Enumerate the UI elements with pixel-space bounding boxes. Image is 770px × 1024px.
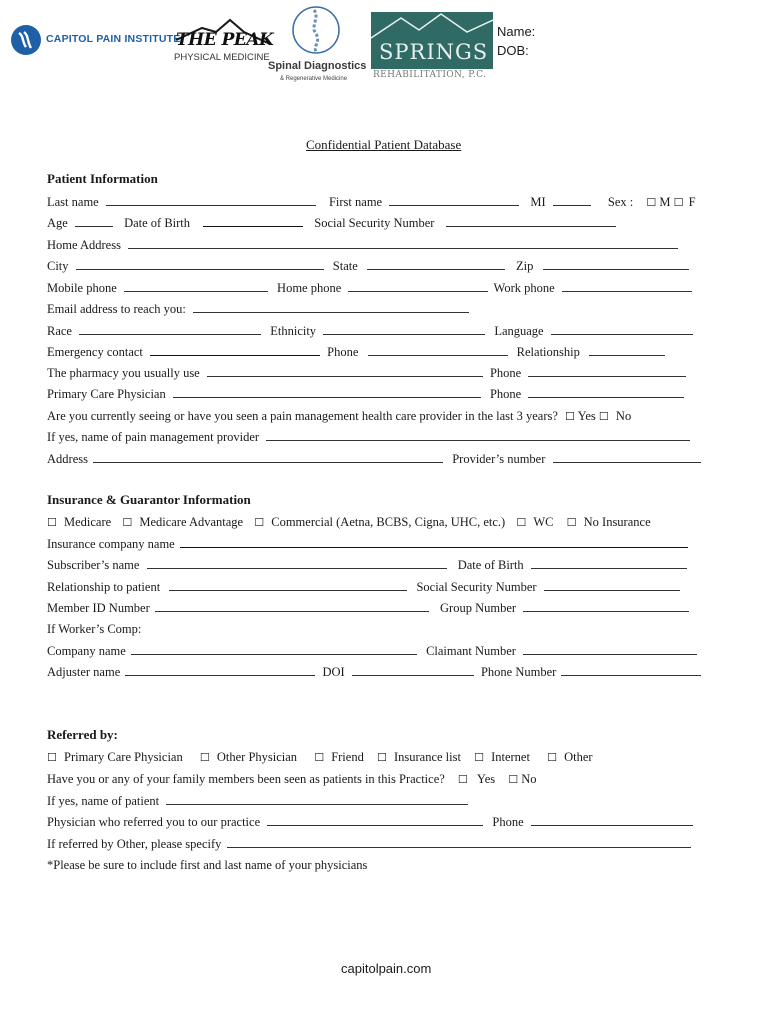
mobile-field[interactable] xyxy=(124,280,268,292)
ref-phone-field[interactable] xyxy=(531,814,693,826)
pain-yes-label: Yes xyxy=(577,409,596,423)
row-insurance-type xyxy=(47,514,651,531)
capitol-logo-icon xyxy=(10,24,42,56)
age-label: Age xyxy=(47,216,68,230)
race-field[interactable] xyxy=(79,323,261,335)
relationship-field[interactable] xyxy=(589,344,665,356)
zip-label: Zip xyxy=(516,259,534,273)
row-name xyxy=(47,194,696,211)
medicare-adv-checkbox[interactable]: ☐ xyxy=(122,516,133,529)
pcp-phone-label: Phone xyxy=(489,387,522,401)
pcp-phone-field[interactable] xyxy=(528,386,684,398)
wc-section-label: If Worker’s Comp: xyxy=(47,622,142,636)
ref-other-label: Other xyxy=(564,750,593,764)
ref-phone-label: Phone xyxy=(492,815,524,829)
row-ins-relationship xyxy=(47,579,680,595)
race-label: Race xyxy=(47,324,72,338)
home-phone-field[interactable] xyxy=(348,280,488,292)
row-emergency xyxy=(47,344,665,360)
form-title: Confidential Patient Database xyxy=(306,137,462,152)
pain-yes-checkbox[interactable]: ☐ xyxy=(565,410,575,423)
subscriber-label: Subscriber’s name xyxy=(47,558,140,572)
springs-title: SPRINGS xyxy=(379,40,489,64)
home-phone-label: Home phone xyxy=(277,281,342,295)
provider-address-label: Address xyxy=(47,452,88,466)
home-address-label: Home Address xyxy=(47,238,121,252)
other-specify-field[interactable] xyxy=(227,836,691,848)
emergency-phone-field[interactable] xyxy=(368,344,508,356)
ins-ssn-field[interactable] xyxy=(544,579,680,591)
member-id-label: Member ID Number xyxy=(47,601,150,615)
adjuster-label: Adjuster name xyxy=(47,665,121,679)
dob-field-label: Date of Birth xyxy=(124,216,191,230)
last-name-label: Last name xyxy=(47,195,99,209)
relationship-label: Relationship xyxy=(516,345,580,359)
provider-address-field[interactable] xyxy=(93,451,443,463)
referral-heading: Referred by: xyxy=(47,727,118,742)
pharmacy-phone-label: Phone xyxy=(489,366,522,380)
sex-m-label: M xyxy=(659,195,671,209)
state-label: State xyxy=(332,259,358,273)
row-home-address xyxy=(47,237,678,253)
ref-other-checkbox[interactable]: ☐ xyxy=(547,751,557,764)
medicare-label: Medicare xyxy=(64,515,112,529)
peak-title: THE PEAK xyxy=(176,30,274,50)
ref-physician-field[interactable] xyxy=(267,814,483,826)
pain-provider-label: If yes, name of pain management provider xyxy=(47,430,260,444)
row-pharmacy xyxy=(47,365,686,381)
ssn-field[interactable] xyxy=(446,215,616,227)
group-number-label: Group Number xyxy=(440,601,517,615)
pcp-label: Primary Care Physician xyxy=(47,387,166,401)
ref-friend-checkbox[interactable]: ☐ xyxy=(314,751,325,764)
wc-checkbox[interactable]: ☐ xyxy=(516,516,527,529)
city-label: City xyxy=(47,259,69,273)
pain-no-label: No xyxy=(615,409,632,423)
other-specify-label: If referred by Other, please specify xyxy=(47,837,222,851)
insurance-heading: Insurance & Guarantor Information xyxy=(47,492,251,507)
pharmacy-field[interactable] xyxy=(207,365,483,377)
wc-company-field[interactable] xyxy=(131,643,417,655)
family-question-label: Have you or any of your family members been seen as patients in this Practice? xyxy=(47,772,445,786)
spinal-title: Spinal Diagnostics xyxy=(268,60,367,72)
subscriber-dob-label: Date of Birth xyxy=(457,558,524,572)
adjuster-field[interactable] xyxy=(125,664,315,676)
no-insurance-label: No Insurance xyxy=(583,515,651,529)
row-wc-company xyxy=(47,643,697,659)
first-name-field[interactable] xyxy=(389,194,519,206)
sex-m-checkbox[interactable]: ☐ xyxy=(646,196,657,209)
row-city xyxy=(47,258,689,274)
peak-subtitle: PHYSICAL MEDICINE xyxy=(174,52,270,63)
doi-label: DOI xyxy=(322,665,345,679)
ethnicity-field[interactable] xyxy=(323,323,485,335)
ref-pcp-checkbox[interactable]: ☐ xyxy=(47,751,57,764)
row-email xyxy=(47,301,469,317)
ref-patient-name-label: If yes, name of patient xyxy=(47,794,160,808)
ref-patient-name-field[interactable] xyxy=(166,793,468,805)
age-field[interactable] xyxy=(75,215,113,227)
state-field[interactable] xyxy=(367,258,505,270)
ins-relationship-label: Relationship to patient xyxy=(47,580,161,594)
sex-f-label: F xyxy=(688,195,696,209)
spinal-diagnostics-logo xyxy=(266,4,370,86)
dob-label: DOB: xyxy=(497,43,529,58)
member-id-field[interactable] xyxy=(155,600,429,612)
provider-number-field[interactable] xyxy=(553,451,701,463)
pain-question-label: Are you currently seeing or have you seen a pain management health care provider in the last 3 years? xyxy=(47,409,558,423)
ref-pcp-label: Primary Care Physician xyxy=(64,750,183,764)
row-referral-source xyxy=(47,749,593,766)
emergency-label: Emergency contact xyxy=(47,345,143,359)
group-number-field[interactable] xyxy=(523,600,689,612)
row-age xyxy=(47,215,616,231)
physician-note: *Please be sure to include first and last name of your physicians xyxy=(47,858,368,872)
row-family-question xyxy=(47,771,537,788)
ins-ssn-label: Social Security Number xyxy=(416,580,537,594)
wc-label: WC xyxy=(533,515,554,529)
zip-field[interactable] xyxy=(543,258,689,270)
ref-other-physician-label: Other Physician xyxy=(216,750,298,764)
row-member-id xyxy=(47,600,689,616)
claimant-field[interactable] xyxy=(523,643,697,655)
medicare-checkbox[interactable]: ☐ xyxy=(47,516,57,529)
row-provider-address xyxy=(47,451,701,467)
last-name-field[interactable] xyxy=(106,194,316,206)
pain-no-checkbox[interactable]: ☐ xyxy=(598,410,609,423)
ssn-label: Social Security Number xyxy=(314,216,435,230)
spine-icon xyxy=(290,4,342,56)
doi-field[interactable] xyxy=(352,664,474,676)
patient-info-heading: Patient Information xyxy=(47,171,158,186)
family-yes-checkbox[interactable]: ☐ xyxy=(457,773,468,786)
email-field[interactable] xyxy=(193,301,469,313)
mountains-icon xyxy=(371,12,493,42)
ref-insurance-checkbox[interactable]: ☐ xyxy=(376,751,387,764)
spinal-subtitle: & Regenerative Medicine xyxy=(280,76,348,82)
no-insurance-checkbox[interactable]: ☐ xyxy=(566,516,577,529)
ref-physician-label: Physician who referred you to our practice xyxy=(47,815,261,829)
family-no-checkbox[interactable]: ☐ xyxy=(508,773,519,786)
name-label: Name: xyxy=(497,24,536,39)
pharmacy-phone-field[interactable] xyxy=(528,365,686,377)
pain-provider-field[interactable] xyxy=(266,429,690,441)
city-field[interactable] xyxy=(76,258,324,270)
language-field[interactable] xyxy=(551,323,693,335)
adjuster-phone-label: Phone Number xyxy=(480,665,557,679)
pharmacy-label: The pharmacy you usually use xyxy=(47,366,200,380)
row-phones xyxy=(47,280,692,296)
subscriber-field[interactable] xyxy=(147,557,447,569)
home-address-field[interactable] xyxy=(128,237,678,249)
capitol-logo-text: CAPITOL PAIN INSTITUTE xyxy=(46,33,181,45)
medicare-adv-label: Medicare Advantage xyxy=(139,515,244,529)
row-other-specify xyxy=(47,836,691,852)
work-phone-field[interactable] xyxy=(562,280,692,292)
row-race xyxy=(47,323,693,339)
email-label: Email address to reach you: xyxy=(47,302,186,316)
ins-company-label: Insurance company name xyxy=(47,537,175,551)
sex-label: Sex : xyxy=(607,195,634,209)
row-pain-provider xyxy=(47,429,690,445)
ref-insurance-label: Insurance list xyxy=(393,750,461,764)
subscriber-dob-field[interactable] xyxy=(531,557,687,569)
springs-rehab-logo xyxy=(371,12,495,84)
mobile-label: Mobile phone xyxy=(47,281,117,295)
row-subscriber xyxy=(47,557,687,573)
work-phone-label: Work phone xyxy=(493,281,555,295)
first-name-label: First name xyxy=(328,195,383,209)
pcp-field[interactable] xyxy=(173,386,481,398)
family-yes-label: Yes xyxy=(476,772,496,786)
springs-subtitle: REHABILITATION, P.C. xyxy=(373,70,487,80)
emergency-phone-label: Phone xyxy=(327,345,359,359)
row-adjuster xyxy=(47,664,701,680)
row-ins-company xyxy=(47,536,688,552)
ins-relationship-field[interactable] xyxy=(169,579,407,591)
the-peak-logo xyxy=(172,18,272,68)
ins-company-field[interactable] xyxy=(180,536,688,548)
ref-friend-label: Friend xyxy=(331,750,364,764)
language-label: Language xyxy=(494,324,544,338)
emergency-field[interactable] xyxy=(150,344,320,356)
row-pain-question xyxy=(47,408,631,425)
row-referring-physician xyxy=(47,814,693,830)
row-pcp xyxy=(47,386,684,402)
footer-url[interactable]: capitolpain.com xyxy=(341,961,432,976)
mi-label: MI xyxy=(530,195,546,209)
row-patient-name xyxy=(47,793,468,809)
ethnicity-label: Ethnicity xyxy=(270,324,317,338)
provider-number-label: Provider’s number xyxy=(452,452,546,466)
family-no-label: No xyxy=(521,772,537,786)
ref-internet-label: Internet xyxy=(491,750,530,764)
adjuster-phone-field[interactable] xyxy=(561,664,701,676)
commercial-checkbox[interactable]: ☐ xyxy=(254,516,265,529)
claimant-label: Claimant Number xyxy=(426,644,516,658)
springs-logo-box xyxy=(371,12,493,69)
mi-field[interactable] xyxy=(553,194,591,206)
commercial-label: Commercial (Aetna, BCBS, Cigna, UHC, etc.) xyxy=(271,515,506,529)
ref-other-physician-checkbox[interactable]: ☐ xyxy=(199,751,210,764)
sex-f-checkbox[interactable]: ☐ xyxy=(673,196,684,209)
wc-company-label: Company name xyxy=(47,644,126,658)
capitol-pain-logo xyxy=(10,24,181,56)
dob-field[interactable] xyxy=(203,215,303,227)
ref-internet-checkbox[interactable]: ☐ xyxy=(474,751,484,764)
